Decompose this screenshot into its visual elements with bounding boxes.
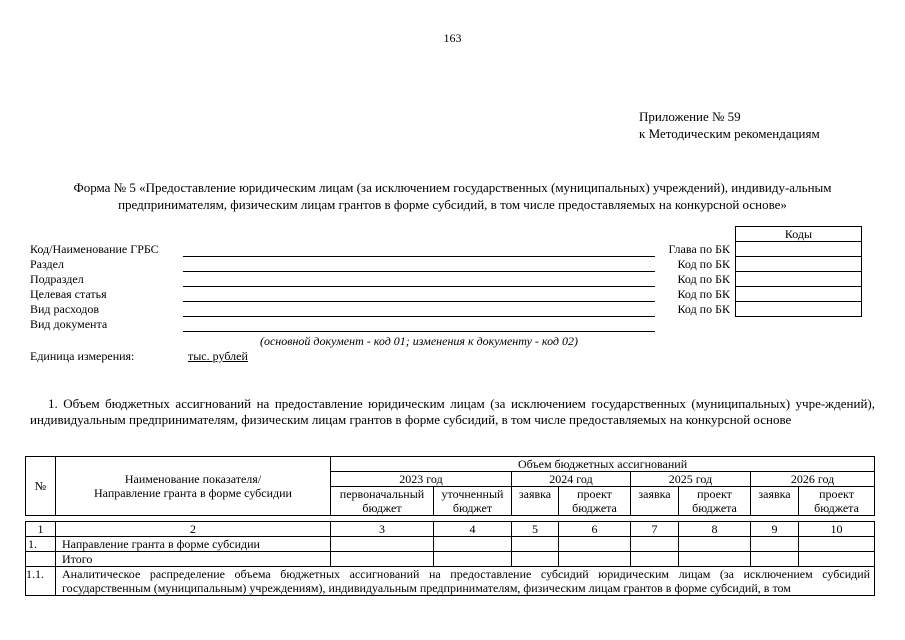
field-line-expense-type[interactable] xyxy=(183,316,655,317)
bk-label-section: Код по БК xyxy=(677,257,730,271)
header-indicator-name xyxy=(56,457,331,516)
unit-label: Единица измерения: xyxy=(30,349,135,363)
value-cell[interactable] xyxy=(799,537,875,552)
field-label-section: Раздел xyxy=(30,257,64,271)
value-cell[interactable] xyxy=(331,552,434,567)
header-revised-budget xyxy=(434,487,512,516)
row-number: 1.1. xyxy=(26,567,56,596)
unit-value: тыс. рублей xyxy=(188,349,248,363)
field-label-grbs: Код/Наименование ГРБС xyxy=(30,242,159,256)
row-number xyxy=(26,552,56,567)
value-cell[interactable] xyxy=(631,552,679,567)
bk-label-expense-type: Код по БК xyxy=(677,302,730,316)
value-cell[interactable] xyxy=(751,537,799,552)
header-revised-budget-line-1: уточненный xyxy=(441,487,504,501)
bk-label-chapter: Глава по БК xyxy=(668,242,730,256)
field-line-grbs[interactable] xyxy=(183,256,655,257)
header-initial-budget xyxy=(331,487,434,516)
budget-table xyxy=(25,456,875,596)
code-cell-section[interactable] xyxy=(736,257,862,272)
header-draft-2024-line-2: бюджета xyxy=(572,501,617,515)
document-type-note: (основной документ - код 01; изменения к документу - код 02) xyxy=(259,334,578,348)
code-cell-chapter[interactable] xyxy=(736,242,862,257)
row-name: Аналитическое распределение объема бюджетных ассигнований на предоставление субсидий юридическим лицам (за исключением субсидий государственным (муниципальным) учреждениям), индивидуальным предпринимателям, физическим лицам грантов в форме субсидий, в том xyxy=(56,567,875,596)
column-number-5: 5 xyxy=(512,522,559,537)
field-label-target-article: Целевая статья xyxy=(30,287,107,301)
column-number-4: 4 xyxy=(434,522,512,537)
row-number: 1. xyxy=(26,537,56,552)
column-number-row xyxy=(26,522,875,537)
field-label-expense-type: Вид расходов xyxy=(30,302,99,316)
value-cell[interactable] xyxy=(559,537,631,552)
appendix-reference xyxy=(639,108,820,142)
codes-table xyxy=(735,226,862,317)
value-cell[interactable] xyxy=(512,552,559,567)
header-draft-2024-line-1: проект xyxy=(577,487,612,501)
column-number-6: 6 xyxy=(559,522,631,537)
bk-label-subsection: Код по БК xyxy=(677,272,730,286)
field-line-subsection[interactable] xyxy=(183,286,655,287)
header-year-2025: 2025 год xyxy=(631,472,751,487)
value-cell[interactable] xyxy=(631,537,679,552)
field-label-subsection: Подраздел xyxy=(30,272,84,286)
header-draft-2026-line-1: проект xyxy=(819,487,854,501)
header-year-2026: 2026 год xyxy=(751,472,875,487)
field-line-document-type[interactable] xyxy=(183,331,655,332)
header-indicator-name-line-2: Направление гранта в форме субсидии xyxy=(94,486,292,500)
header-number: № xyxy=(26,457,56,516)
header-request-2025: заявка xyxy=(631,487,679,516)
header-draft-2026-line-2: бюджета xyxy=(814,501,859,515)
column-number-7: 7 xyxy=(631,522,679,537)
header-request-2024: заявка xyxy=(512,487,559,516)
value-cell[interactable] xyxy=(679,552,751,567)
header-draft-2025-line-2: бюджета xyxy=(692,501,737,515)
row-name: Итого xyxy=(56,552,331,567)
column-number-9: 9 xyxy=(751,522,799,537)
header-initial-budget-line-2: бюджет xyxy=(362,501,402,515)
value-cell[interactable] xyxy=(799,552,875,567)
field-label-document-type: Вид документа xyxy=(30,317,108,331)
header-draft-2024 xyxy=(559,487,631,516)
column-number-10: 10 xyxy=(799,522,875,537)
table-row xyxy=(26,552,875,567)
value-cell[interactable] xyxy=(679,537,751,552)
value-cell[interactable] xyxy=(331,537,434,552)
field-line-target-article[interactable] xyxy=(183,301,655,302)
codes-header: Коды xyxy=(736,227,862,242)
value-cell[interactable] xyxy=(434,552,512,567)
table-row xyxy=(26,567,875,596)
header-indicator-name-line-1: Наименование показателя/ xyxy=(124,472,262,486)
header-draft-2025 xyxy=(679,487,751,516)
header-draft-2026 xyxy=(799,487,875,516)
bk-label-target-article: Код по БК xyxy=(677,287,730,301)
code-cell-subsection[interactable] xyxy=(736,272,862,287)
value-cell[interactable] xyxy=(751,552,799,567)
header-revised-budget-line-2: бюджет xyxy=(452,501,493,515)
header-request-2026: заявка xyxy=(751,487,799,516)
column-number-3: 3 xyxy=(331,522,434,537)
header-draft-2025-line-1: проект xyxy=(697,487,732,501)
value-cell[interactable] xyxy=(434,537,512,552)
code-cell-expense-type[interactable] xyxy=(736,302,862,317)
column-number-8: 8 xyxy=(679,522,751,537)
value-cell[interactable] xyxy=(512,537,559,552)
appendix-line-2: к Методическим рекомендациям xyxy=(639,126,820,141)
value-cell[interactable] xyxy=(559,552,631,567)
header-year-2023: 2023 год xyxy=(331,472,512,487)
code-cell-target-article[interactable] xyxy=(736,287,862,302)
field-line-section[interactable] xyxy=(183,271,655,272)
header-initial-budget-line-1: первоначальный xyxy=(339,487,425,501)
table-row xyxy=(26,537,875,552)
column-number-1: 1 xyxy=(26,522,56,537)
page-number: 163 xyxy=(443,31,462,45)
column-number-2: 2 xyxy=(56,522,331,537)
section-heading: 1. Объем бюджетных ассигнований на предоставление юридическим лицам (за исключением государственных (муниципальных) учре-ждений), индивидуальным предпринимателям, физическим лицам грантов в форме субсидий, в том числе предоставляемых на конкурсной основе xyxy=(30,396,875,427)
header-budget-allocations: Объем бюджетных ассигнований xyxy=(331,457,875,472)
header-year-2024: 2024 год xyxy=(512,472,631,487)
row-name: Направление гранта в форме субсидии xyxy=(56,537,331,552)
appendix-line-1: Приложение № 59 xyxy=(639,109,741,124)
form-title: Форма № 5 «Предоставление юридическим лицам (за исключением государственных (муниципальных) учреждений), индивиду-альным предпринимателям, физическим лицам грантов в форме субсидий, в том числе предоставляемых на конкурсной основе» xyxy=(73,180,832,212)
